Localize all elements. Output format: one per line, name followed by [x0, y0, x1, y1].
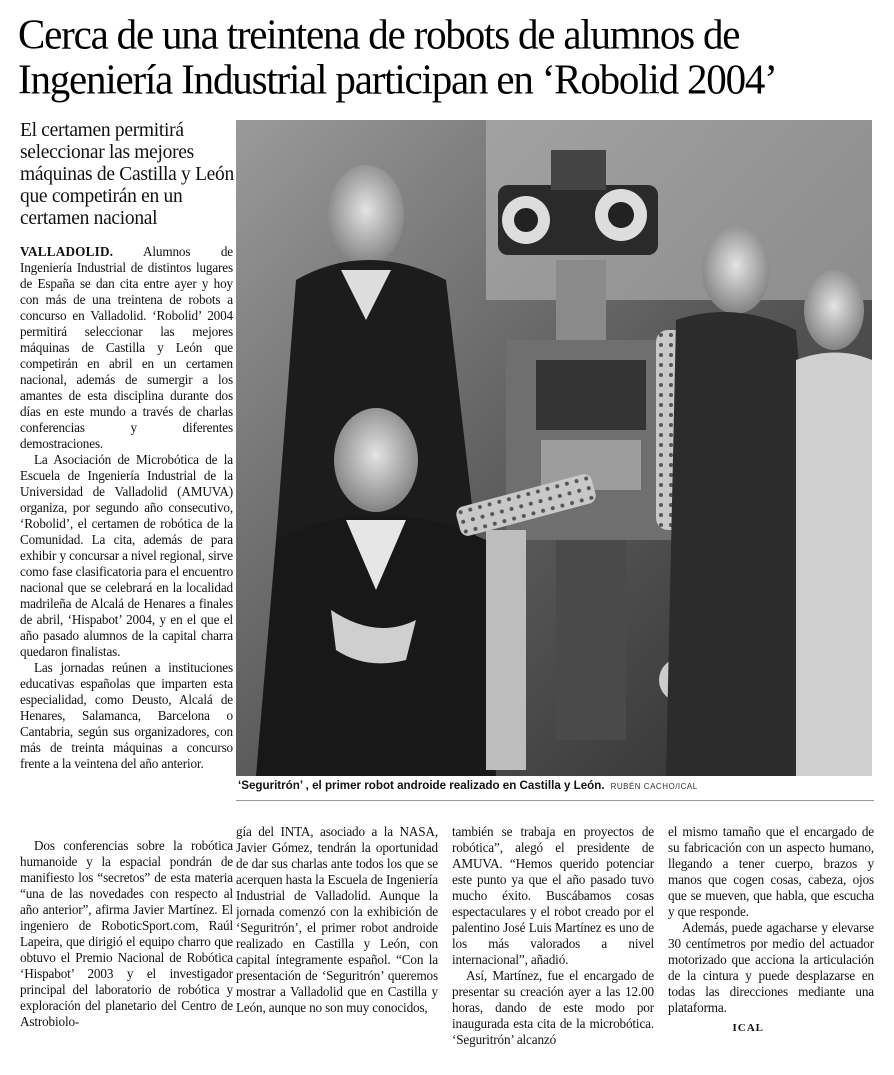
paragraph-4: Dos conferencias sobre la robótica humanoide y la espacial pondrán de manifiesto los “secretos” de esta materia “una de las novedades con respecto al año anterior”, afirma Javier Martínez. El ingeniero de RoboticSport.com, Raúl Lapeira, que dirigió el equipo charro que obtuvo el Premio Nacional de Robótica ‘Hispabot’ 2003 y el investigador principal del laboratorio de robótica y exploración del planetario del Centro de Astrobiolo-	[20, 838, 233, 1029]
paragraph-8: el mismo tamaño que el encargado de su fabricación con un aspecto humano, llegando a tener cuerpo, brazos y manos que cogen cosas, cabeza, ojos que se mueven, que habla, que escucha y que responde.	[668, 824, 874, 919]
robot-photo	[236, 120, 872, 776]
paragraph-7: Así, Martínez, fue el encargado de presentar su creación ayer a las 12.00 horas, dando de este modo por inaugurada esta cita de la microbótica. ‘Seguritrón’ alcanzó	[452, 968, 654, 1047]
paragraph-1	[20, 244, 233, 452]
article-column-1-bottom	[20, 838, 233, 1068]
photo-credit: RUBÉN CACHO/ICAL	[610, 782, 698, 791]
dateline: VALLADOLID.	[20, 244, 114, 259]
article-column-4	[668, 824, 874, 1064]
article-column-1	[20, 244, 233, 834]
paragraph-9: Además, puede agacharse y elevarse 30 centímetros por medio del actuador motorizado que acciona la articulación de la cintura y puede desplazarse en todas las direcciones mediante una plataforma.	[668, 920, 874, 1015]
caption-rule	[236, 800, 874, 801]
paragraph-6: también se trabaja en proyectos de robótica”, alegó el presidente de AMUVA. “Hemos querido potenciar este punto ya que el año pasado tuvo mucho éxito. Buscábamos cosas espectaculares y el robot creado por el palentino José Luis Martínez es uno de los más valorados a nivel internacional”, añadió.	[452, 824, 654, 967]
signature: ICAL	[732, 1022, 764, 1034]
robot-photo-illustration	[236, 120, 872, 776]
photo-caption	[238, 779, 874, 792]
article-column-3	[452, 824, 654, 1064]
caption-text: ‘Seguritrón’ , el primer robot androide realizado en Castilla y León.	[238, 779, 605, 792]
paragraph-5: gía del INTA, asociado a la NASA, Javier Gómez, tendrán la oportunidad de dar sus charlas ante todos los que se acerquen hasta la Escuela de Ingeniería Industrial de Valladolid. Aunque la jornada comenzó con la exhibición de ‘Seguritrón’, el primer robot androide realizado en Castilla y León, con capital íntegramente español. “Con la presentación de ‘Seguritrón’ queremos mostrar a Valladolid que en Castilla y León, aunque no son muy conocidos,	[236, 824, 438, 1015]
deck-subtitle: El certamen permitirá seleccionar las mejores máquinas de Castilla y León que competirán en un certamen nacional	[20, 120, 234, 229]
paragraph-2: La Asociación de Microbótica de la Escuela de Ingeniería Industrial de la Universidad de Valladolid (AMUVA) organiza, por segundo año consecutivo, ‘Robolid’, el certamen de robótica de la Comunidad. La cita, además de para exhibir y concursar a nivel regional, sirve como fase clasificatoria para el encuentro nacional que se celebrará en la localidad madrileña de Alcalá de Henares a finales de abril, ‘Hispabot’ 2004, y en el que el año pasado alumnos de la capital charra quedaron finalistas.	[20, 452, 233, 659]
paragraph-3: Las jornadas reúnen a instituciones educativas españolas que imparten esta especialidad, como Deusto, Alcalá de Henares, Salamanca, Barcelona o Cantabria, según sus organizadores, con más de treinta máquinas a concurso frente a la veintena del año anterior.	[20, 660, 233, 771]
article-column-2	[236, 824, 438, 1064]
headline: Cerca de una treintena de robots de alumnos de Ingeniería Industrial participan en ‘Robolid 2004’	[18, 10, 777, 103]
paragraph-1-text: Alumnos de Ingeniería Industrial de distintos lugares de España se dan cita entre ayer y hoy con más de una treintena de robots a concurso en Valladolid. ‘Robolid’ 2004 permitirá seleccionar las mejores máquinas de Castilla y León que competirán en abril en un certamen nacional, además de sumergir a los amantes de esta disciplina durante dos días en este mundo a través de charlas conferencias y diferentes demostraciones.	[20, 244, 233, 451]
